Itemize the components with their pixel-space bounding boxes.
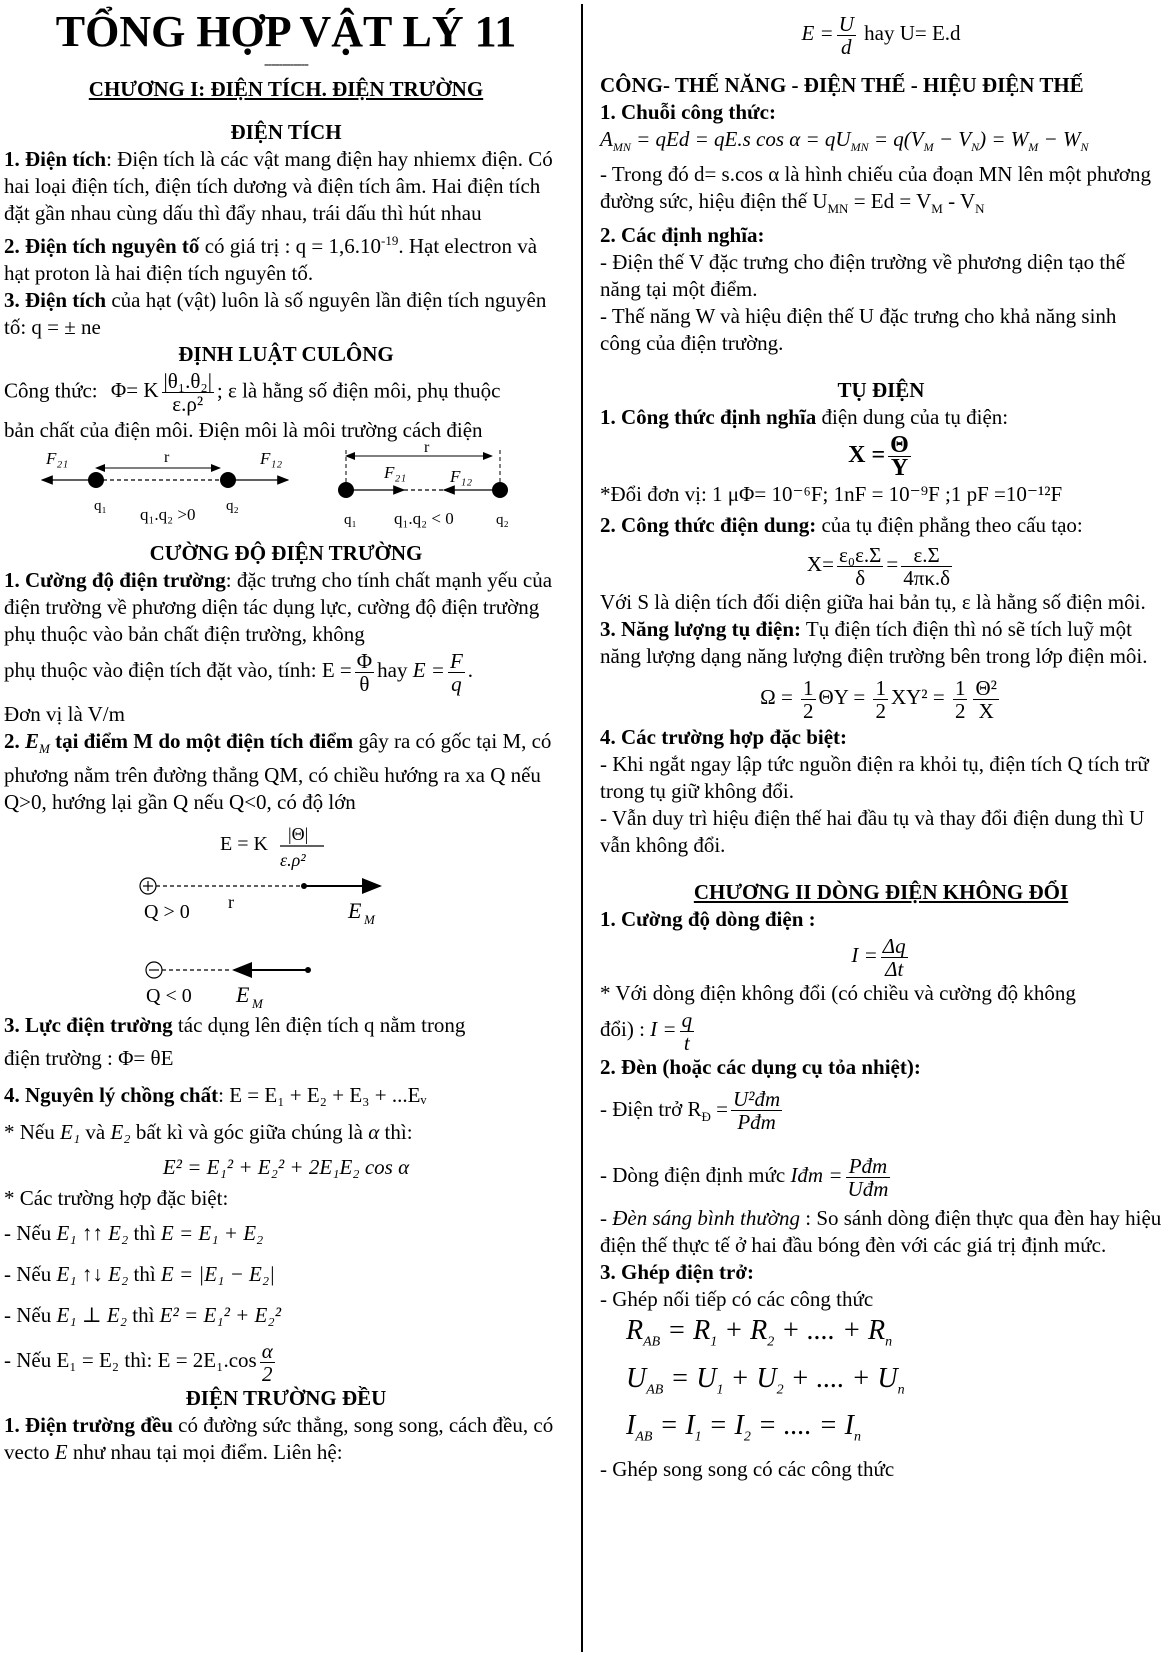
heading-cuong-do: CƯỜNG ĐỘ ĐIỆN TRƯỜNG xyxy=(149,541,423,565)
tu-dien-1: 1. Công thức định nghĩa điện dung của tụ điện: xyxy=(600,405,1009,430)
svg-text:E: E xyxy=(236,981,250,1007)
culong-text-2: bản chất của điện môi. Điện môi là môi trường cách điện xyxy=(4,418,483,442)
noi-tiep-i: $I_{AB} = I_1 = I_2$ = .... = $I_n$ xyxy=(626,1410,861,1445)
dinh-nghia-label: 2. Các định nghĩa: xyxy=(600,223,765,248)
charge-q1-left xyxy=(88,472,104,488)
case-4: - Nếu E₁ = E₂ thì: E = 2E₁.cos $\frac{\alpha}{2}$ xyxy=(4,1338,273,1386)
right-column xyxy=(600,0,1162,1483)
charge-q2-left xyxy=(220,472,236,488)
svg-text:F₂₁: F₂₁ xyxy=(46,449,69,468)
tu-dien-2: 2. Công thức điện dung: của tụ điện phẳng theo cấu tạo: xyxy=(600,513,1083,538)
formula-e-u-d: E = $\frac{U}{d}$ hay U= E.d xyxy=(801,11,961,59)
svg-text:F₁₂: F₁₂ xyxy=(260,449,283,468)
tu-dien-4: 4. Các trường hợp đặc biệt: xyxy=(600,725,848,750)
chuoi-cong-thuc-note: - Trong đó d= s.cos α là hình chiếu của đoạn MN lên một phương đường sức, hiệu điện thế $U_{MN} = Ed = V_M - V_N$ xyxy=(600,162,1152,217)
dong-dien-1: 1. Cường độ dòng điện : xyxy=(600,907,816,932)
heading-dien-truong-deu: ĐIỆN TRƯỜNG ĐỀU xyxy=(185,1385,387,1410)
tu-dien-formula-3: Ω = $\frac{1}{2}$ ΘY = $\frac{1}{2}$ XY² = $\frac{1}{2}$ $\frac{\text{Θ²}}{X}$ xyxy=(760,676,997,724)
svg-text:E = K: E = K xyxy=(220,832,268,855)
svg-text:r: r xyxy=(228,891,234,912)
chuoi-cong-thuc-label: 1. Chuỗi công thức: xyxy=(600,100,776,124)
culong-force-diagram xyxy=(4,444,564,540)
svg-text:E: E xyxy=(348,897,362,923)
tu-dien-4b: - Vẫn duy trì hiệu điện thế hai đầu tụ và thay đổi điện dung thì U vẫn không đổi. xyxy=(600,806,1145,858)
svg-text:Q > 0: Q > 0 xyxy=(144,900,190,923)
para-cuong-do-formula: phụ thuộc vào điện tích đặt vào, tính: E = $\frac{\Phi}{\theta}$ hay E = $\frac{F}{q}$ . xyxy=(4,648,474,696)
svg-text:r: r xyxy=(424,444,430,456)
field-direction-diagram xyxy=(4,816,564,1012)
chapter-2-title: CHƯƠNG II DÒNG ĐIỆN KHÔNG ĐỔI xyxy=(693,880,1069,905)
para-dien-truong-deu: 1. Điện trường đều có đường sức thẳng, song song, cách đều, có vecto E như nhau tại mọi điểm. Liên hệ: xyxy=(4,1412,554,1464)
svg-text:q₂: q₂ xyxy=(226,498,239,514)
svg-text:|Θ|: |Θ| xyxy=(288,823,309,844)
para-dien-tich-3: 3. Điện tích của hạt (vật) luôn là số nguyên lần điện tích nguyên tố: q = ± ne xyxy=(4,288,547,339)
dong-dien-formula-1: I = $\frac{\Delta q}{\Delta t}$ xyxy=(851,934,906,982)
heading-culong: ĐỊNH LUẬT CULÔNG xyxy=(178,342,394,366)
para-cuong-do-1: 1. Cường độ điện trường: đặc trưng cho tính chất mạnh yếu của điện trường về phương diện tác dụng lực, cường độ điện trường phụ thuộc vào bản chất điện trường, không xyxy=(4,568,553,646)
dong-dien-note: * Với dòng điện không đổi (có chiều và cường độ không xyxy=(600,981,1076,1006)
den-sang-binh-thuong: - Đèn sáng bình thường : So sánh dòng điện thực qua đèn hay hiệu điện thế thực tế ở hai đầu bóng đèn với các giá trị định mức. xyxy=(600,1205,1162,1257)
svg-text:q₁: q₁ xyxy=(344,512,357,528)
ghep-noi-tiep: - Ghép nối tiếp có các công thức xyxy=(600,1286,874,1311)
noi-tiep-r: $R_{AB} = R_1 + R_2$ + .... + $R_n$ xyxy=(626,1314,893,1350)
svg-text:q₂: q₂ xyxy=(496,512,509,528)
unit-text: Đơn vị là V/m xyxy=(4,701,125,726)
svg-text:F₁₂: F₁₂ xyxy=(450,467,473,486)
charge-q2-right xyxy=(492,482,508,498)
para-dien-tich-2: 2. Điện tích nguyên tố có giá trị : $q = 1,6.10^{-19}$. Hạt electron và hạt proton là hai điện tích nguyên tố. xyxy=(4,233,538,285)
dinh-nghia-1: - Điện thế V đặc trưng cho điện trường về phương diện tạo thế năng tại một điểm. xyxy=(600,250,1126,302)
svg-text:q₁.q₂ >0: q₁.q₂ >0 xyxy=(140,505,196,524)
dien-tro-den: - Điện trở $R_Đ$ = $\frac{\text{U²đm}}{\text{Pđm}}$ xyxy=(600,1087,781,1135)
para-chong-chat: 4. Nguyên lý chồng chất: E = E₁ + E₂ + E₃ + ...Eᵥ xyxy=(4,1082,427,1107)
left-column xyxy=(4,0,568,1466)
noi-tiep-u: $U_{AB} = U_1 + U_2$ + .... + $U_n$ xyxy=(626,1362,905,1398)
document-title: TỔNG HỢP VẬT LÝ 11 xyxy=(55,7,517,56)
svg-text:ε.ρ²: ε.ρ² xyxy=(280,849,306,870)
title-dashes: ------------ xyxy=(264,57,308,72)
heading-dien-tich: ĐIỆN TÍCH xyxy=(230,120,342,144)
svg-text:Q < 0: Q < 0 xyxy=(146,984,192,1007)
culong-formula-line: Công thức: Φ= K $\frac{\text{|θ₁.θ₂|}}{\text{ε.ρ²}}$ ; ε là hằng số điện môi, phụ thuộc xyxy=(4,369,501,416)
ghep-song-song: - Ghép song song có các công thức xyxy=(600,1456,895,1481)
para-cuong-do-2: 2. $E_M$ tại điểm M do một điện tích điểm gây ra có gốc tại M, có phương nằm trên đường thẳng QM, có chiều hướng ra xa Q nếu Q>0, hướng lại gần Q nếu Q<0, có độ lớn xyxy=(4,728,552,814)
svg-text:q₁.q₂ < 0: q₁.q₂ < 0 xyxy=(394,509,454,528)
tu-dien-formula-2: X= $\frac{\text{ε₀ε.Σ}}{\delta}$ = $\frac{\varepsilon.\Sigma}{4\pi\kappa.\delta}$ xyxy=(806,543,951,591)
tu-dien-note: Với S là diện tích đối diện giữa hai bản tụ, ε là hằng số điện môi. xyxy=(600,590,1146,615)
tu-dien-3: 3. Năng lượng tụ điện: Tụ điện tích điện thì nó sẽ tích luỹ một năng lượng dạng năng lượng điện trường bên trong lớp điện môi. xyxy=(600,617,1148,669)
dinh-nghia-2: - Thế năng W và hiệu điện thế U đặc trưng cho khả năng sinh công của điện trường. xyxy=(600,304,1117,356)
heading-tu-dien: TỤ ĐIỆN xyxy=(837,378,925,403)
special-cases-heading: * Các trường hợp đặc biệt: xyxy=(4,1185,229,1210)
heading-cong-the-nang: CÔNG- THẾ NĂNG - ĐIỆN THẾ - HIỆU ĐIỆN THẾ xyxy=(600,73,1084,97)
svg-text:M: M xyxy=(364,911,375,927)
dong-dien-dinh-muc: - Dòng điện định mức Iđm = $\frac{\text{Pđm}}{\text{Uđm}}$ xyxy=(600,1153,889,1201)
para-goc-alpha: * Nếu E₁ và E₂ bất kì và góc giữa chúng là α thì: xyxy=(4,1119,413,1144)
chapter-1-title: CHƯƠNG I: ĐIỆN TÍCH. ĐIỆN TRƯỜNG xyxy=(88,77,484,101)
den-label: 2. Đèn (hoặc các dụng cụ tỏa nhiệt): xyxy=(600,1054,921,1079)
formula-tong-hop: E² = E₁² + E₂² + 2E₁E₂ cos α xyxy=(162,1154,410,1179)
case-3: - Nếu E₁ ⊥ E₂ thì E² = E₁² + E₂² xyxy=(4,1302,281,1327)
tu-dien-units: *Đổi đơn vị: 1 μΦ= 10⁻⁶F; 1nF = 10⁻⁹F ;1 pF =10⁻¹²F xyxy=(600,482,1063,507)
svg-text:r: r xyxy=(164,449,170,466)
tu-dien-4a: - Khi ngắt ngay lập tức nguồn điện ra khỏi tụ, điện tích Q tích trữ trong tụ giữ không đổi. xyxy=(600,752,1149,804)
svg-text:q₁: q₁ xyxy=(94,498,107,514)
chuoi-cong-thuc-formula: $A_{MN}$ = qEd = qE.s $\cos \alpha = qU_{MN} = q(V_M - V_N) = W_M - W_N$ xyxy=(600,127,1089,155)
dong-dien-note-2: đổi) : I = $\frac{q}{t}$ xyxy=(600,1007,693,1055)
para-luc-dien-formula: điện trường : Φ= θE xyxy=(4,1045,174,1070)
case-1: - Nếu E₁ ↑↑ E₂ thì E = E₁ + E₂ xyxy=(4,1220,264,1245)
column-divider xyxy=(581,4,583,1652)
tu-dien-formula-1: X = $\frac{\Theta}{Y}$ xyxy=(848,432,909,482)
para-luc-dien: 3. Lực điện trường tác dụng lên điện tích q nằm trong xyxy=(4,1012,466,1037)
charge-q1-right xyxy=(338,482,354,498)
ghep-dien-tro-label: 3. Ghép điện trở: xyxy=(600,1259,754,1284)
culong-fraction: $\frac{\text{|θ₁.θ₂|}}{\text{ε.ρ²}}$ xyxy=(163,369,212,416)
svg-text:F₂₁: F₂₁ xyxy=(384,463,407,482)
para-dien-tich-1: 1. Điện tích: Điện tích là các vật mang điện hay nhiemx điện. Có hai loại điện tích, điện tích dương và điện tích âm. Hai điện tích đặt gần nhau cùng dấu thì đẩy nhau, trái dấu thì hút nhau xyxy=(4,147,553,225)
case-2: - Nếu E₁ ↑↓ E₂ thì E = |E₁ − E₂| xyxy=(4,1261,275,1286)
svg-text:M: M xyxy=(252,995,263,1011)
